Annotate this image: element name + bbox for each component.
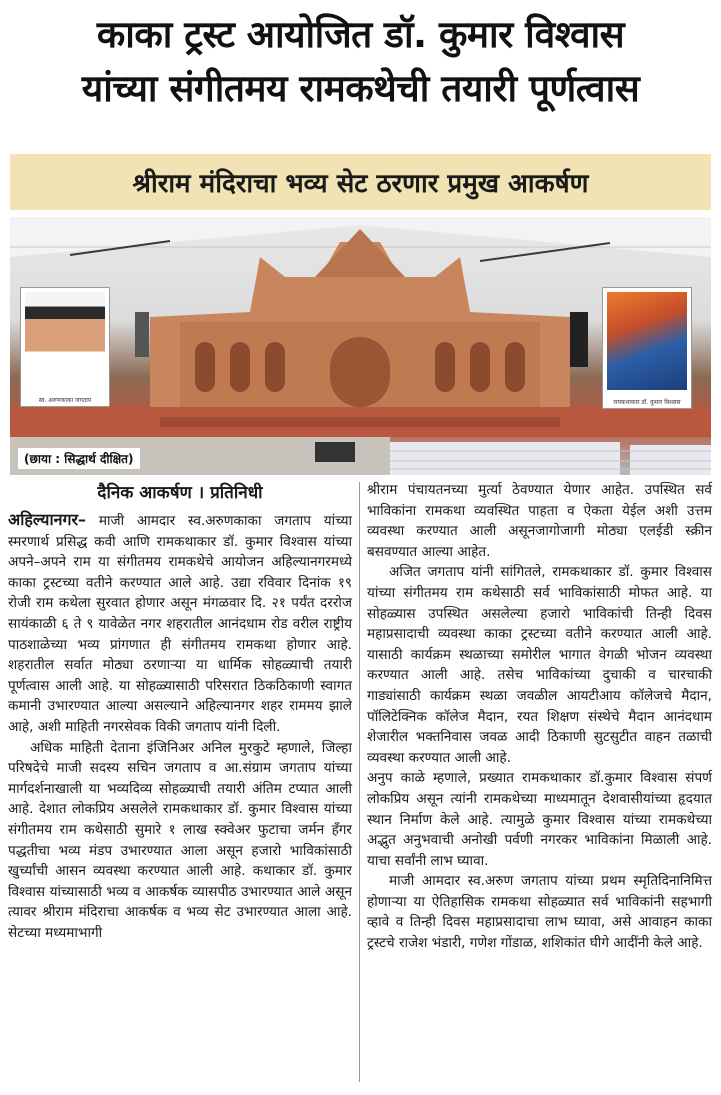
article-column-right [367, 480, 712, 954]
inset-photo-left [20, 287, 110, 407]
portrait-icon [25, 292, 105, 388]
article-paragraph: अनुप काळे म्हणाले, प्रख्यात रामकथाकार डॉ.कुमार विश्वास संपर्ण लोकप्रिय असून त्यांनी रामकथेच्या माध्यमातून देशवासीयांच्या हृदयात स्थान निर्माण केले आहे. त्यामुळे कुमार विश्वास यांच्या रामकथेच्या अद्भुत अनुभवाची अनोखी पर्वणी नगरकर भाविकांना मिळाली आहे. याचा सर्वांनी लाभ घ्यावा. [367, 770, 712, 869]
inset-left-caption: स्व. अरुणकाका जगताप [38, 397, 92, 404]
dateline: अहिल्यानगर– [8, 510, 87, 529]
article-paragraph: अजित जगताप यांनी सांगितले, रामकथाकार डॉ. कुमार विश्वास यांच्या संगीतमय राम कथेसाठी सर्व भाविकांसाठी मोफत आहे. या सोहळ्यास उपस्थित असलेल्या हजारो भाविकांची तिन्ही दिवस महाप्रसादाची व्यवस्था काका ट्रस्टच्या वतीने करण्यात आली आहे. यासाठी कार्यक्रम स्थळाच्या समोरील भागात वेगळी भोजन व्यवस्था करण्यात आली आहे. तसेच भाविकांच्या दुचाकी व चारचाकी गाड्यांसाठी कार्यक्रम स्थळा जवळील आयटीआय कॉलेजचे मैदान, पॉलिटेक्निक कॉलेज मैदान, रयत शिक्षण संस्थेचे मैदान आनंदधाम शेजारील भक्तनिवास जवळ आदी ठिकाणी सुटसुटीत वाहन तळाची व्यवस्था करण्यात आली आहे. [367, 564, 712, 766]
headline-line-2: यांच्या संगीतमय रामकथेची तयारी पूर्णत्वास [81, 67, 640, 110]
byline: दैनिक आकर्षण । प्रतिनिधी [97, 483, 263, 503]
portrait-icon [607, 292, 687, 390]
subheadline-band [10, 154, 711, 210]
inset-right-caption: रामकथाकार डॉ. कुमार विश्वास [613, 399, 681, 406]
article-column-left [8, 480, 352, 943]
inset-photo-right [602, 287, 692, 409]
headline [0, 8, 721, 116]
news-photo [10, 217, 711, 475]
article-paragraph [8, 510, 352, 738]
article-paragraph: श्रीराम पंचायतनच्या मुर्त्या ठेवण्यात येणार आहेत. उपस्थित सर्व भाविकांना रामकथा व्यवस्थित पाहता व ऐकता येईल अशी उत्तम व्यवस्था करण्यात आली असूनजागोजागी मोठ्या एलईडी स्क्रीन बसवण्यात आल्या आहेत. [367, 482, 712, 560]
article-paragraph: माजी आमदार स्व.अरुण जगताप यांच्या प्रथम स्मृतिदिनानिमित्त होणाऱ्या या ऐतिहासिक रामकथा सोहळ्यात सर्व भाविकांनी सहभागी व्हावे व तिन्ही दिवस महाप्रसादाचा लाभ घ्यावा, असे आवाहन काका ट्रस्टचे राजेश भंडारी, गणेश गोंडाळ, शशिकांत घीगे आदींनी केले आहे. [367, 873, 712, 952]
column-divider [359, 482, 360, 1082]
headline-line-1: काका ट्रस्ट आयोजित डॉ. कुमार विश्वास [96, 13, 625, 56]
subheadline: श्रीराम मंदिराचा भव्य सेट ठरणार प्रमुख आकर्षण [132, 169, 589, 199]
article-paragraph-text: माजी आमदार स्व.अरुणकाका जगताप यांच्या स्मरणार्थ प्रसिद्ध कवी आणि रामकथाकार डॉ. कुमार विश्वास यांच्या अपने–अपने राम या संगीतमय रामकथेचे आयोजन अहिल्यानगरमध्ये काका ट्रस्टच्या वतीने करण्यात आले आहे. उद्या रविवार दिनांक १९ रोजी राम कथेला सुरवात होणार असून मंगळवार दि. २१ पर्यंत दररोज सायंकाळी ६ ते ९ यावेळेत नगर शहरातील आनंदधाम रोड वरील राष्ट्रीय पाठशाळेच्या भव्य प्रांगणात ही संगीतमय रामकथा होणार आहे. शहरातील सर्वात मोठ्या ठरणाऱ्या या धार्मिक सोहळ्याची तयारी पूर्णत्वास आली आहे. या सोहळ्यासाठी परिसरात ठिकठिकाणी स्वागत कमानी उभारण्यात आल्या असल्याने अहिल्यानगर शहर राममय झाले आहे, अशी माहिती नगरसेवक विकी जगताप यांनी दिली. [8, 513, 352, 735]
photo-credit: (छाया : सिद्धार्थ दीक्षित) [18, 448, 140, 469]
article-paragraph: अधिक माहिती देताना इंजिनिअर अनिल मुरकुटे म्हणाले, जिल्हा परिषदेचे माजी सदस्य सचिन जगताप व आ.संग्राम जगताप यांच्या मार्गदर्शनाखाली या भव्यदिव्य सोहळ्याची तयारी अंतिम टप्यात आली आहे. देशात लोकप्रिय असलेले रामकथाकार डॉ. कुमार विश्वास यांच्या संगीतमय राम कथेसाठी सुमारे १ लाख स्क्वेअर फुटाचा जर्मन हँगर पद्धतीचा भव्य मंडप उभारण्यात आला असून हजारो भाविकांसाठी खुर्च्यांची आसन व्यवस्था करण्यात आली आहे. कथाकार डॉ. कुमार विश्वास यांच्यासाठी भव्य व आकर्षक व्यासपीठ उभारण्यात आले असून त्यावर श्रीराम मंदिराचा आकर्षक व भव्य सेट उभारण्यात आला आहे. सेटच्या मध्यमाभागी [8, 739, 352, 941]
